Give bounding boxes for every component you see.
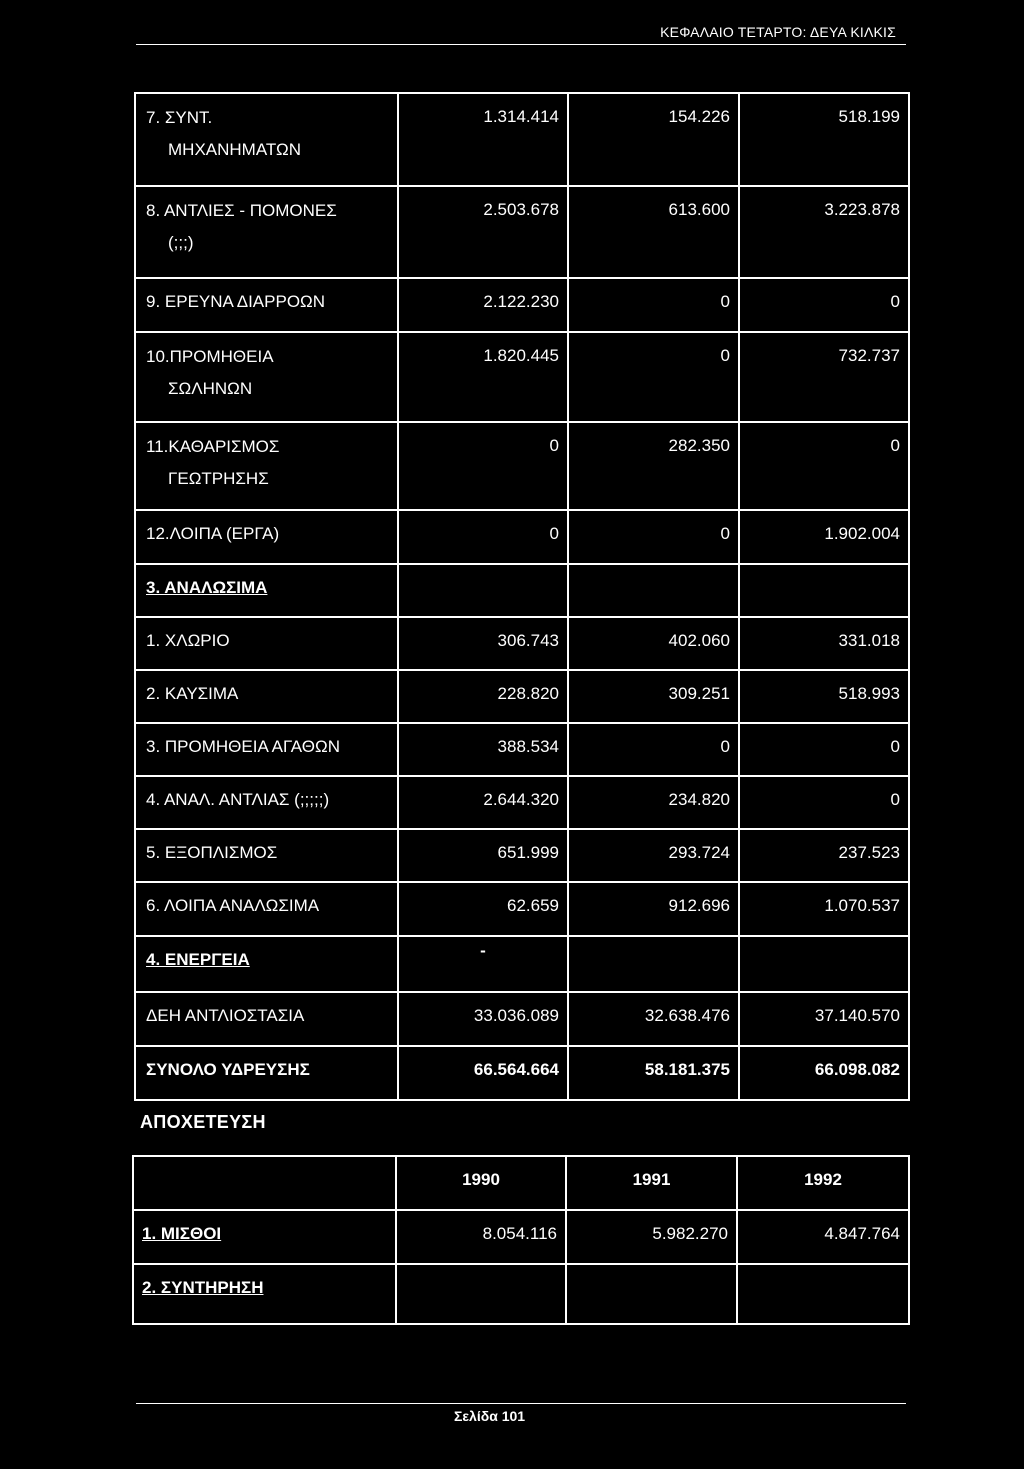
cell-1990 <box>396 1264 566 1324</box>
table-row <box>133 1210 909 1264</box>
section-row <box>135 936 909 992</box>
cell-1991: 402.060 <box>568 617 739 670</box>
cell-1991: 0 <box>568 332 739 422</box>
cell-1991: 5.982.270 <box>566 1210 737 1264</box>
cell-1992: 0 <box>739 723 909 776</box>
cell-1992: 1.902.004 <box>739 510 909 564</box>
row-label: 10.ΠΡΟΜΗΘΕΙΑ ΣΩΛΗΝΩΝ <box>135 332 398 422</box>
cell-1990: 62.659 <box>398 882 568 936</box>
cell-1992: 237.523 <box>739 829 909 882</box>
row-label: 8. ΑΝΤΛΙΕΣ - ΠΟΜΟΝΕΣ (;;;) <box>135 186 398 278</box>
cell-1992: 0 <box>739 278 909 332</box>
table-row <box>133 1264 909 1324</box>
dash-cell: - <box>398 936 568 992</box>
section-row <box>135 564 909 617</box>
row-label: 9. ΕΡΕΥΝΑ ΔΙΑΡΡΟΩΝ <box>135 278 398 332</box>
cell-1990: 651.999 <box>398 829 568 882</box>
year-1991: 1991 <box>566 1156 737 1210</box>
water-supply-cost-table <box>134 92 910 1101</box>
empty-cell <box>739 564 909 617</box>
cell-1992: 331.018 <box>739 617 909 670</box>
cell-1991: 309.251 <box>568 670 739 723</box>
cell-1992: 1.070.537 <box>739 882 909 936</box>
table-row <box>135 278 909 332</box>
cell-1991: 0 <box>568 723 739 776</box>
empty-cell <box>133 1156 396 1210</box>
cell-1992: 732.737 <box>739 332 909 422</box>
empty-cell <box>568 936 739 992</box>
cell-1990: 1.314.414 <box>398 93 568 186</box>
section-consumables-heading: 3. ΑΝΑΛΩΣΙΜΑ <box>135 564 398 617</box>
cell-1990: 2.503.678 <box>398 186 568 278</box>
row-label: 7. ΣΥΝΤ. ΜΗΧΑΝΗΜΑΤΩΝ <box>135 93 398 186</box>
cell-1991: 613.600 <box>568 186 739 278</box>
row-label: 4. ΑΝΑΛ. ΑΝΤΛΙΑΣ (;;;;;) <box>135 776 398 829</box>
table-row <box>135 992 909 1046</box>
table-row <box>135 882 909 936</box>
row-label: 5. ΕΞΟΠΛΙΣΜΟΣ <box>135 829 398 882</box>
cell-1992: 0 <box>739 776 909 829</box>
header-rule <box>136 44 906 45</box>
table-row <box>135 332 909 422</box>
total-row <box>135 1046 909 1100</box>
table-row <box>135 93 909 186</box>
empty-cell <box>398 564 568 617</box>
table-row <box>135 510 909 564</box>
cell-1991: 912.696 <box>568 882 739 936</box>
table-row <box>135 829 909 882</box>
sewage-section-title: ΑΠΟΧΕΤΕΥΣΗ <box>140 1112 266 1132</box>
row-label: 6. ΛΟΙΠΑ ΑΝΑΛΩΣΙΜΑ <box>135 882 398 936</box>
cell-1992: 0 <box>739 422 909 510</box>
cell-1990: 0 <box>398 510 568 564</box>
cell-1991: 32.638.476 <box>568 992 739 1046</box>
row-label: 11.ΚΑΘΑΡΙΣΜΟΣ ΓΕΩΤΡΗΣΗΣ <box>135 422 398 510</box>
page-header: ΚΕΦΑΛΑΙΟ ΤΕΤΑΡΤΟ: ΔΕΥΑ ΚΙΛΚΙΣ <box>660 24 896 40</box>
cell-1992 <box>737 1264 909 1324</box>
cell-1992: 37.140.570 <box>739 992 909 1046</box>
table-row <box>135 670 909 723</box>
table-row <box>135 617 909 670</box>
section-energy-heading: 4. ΕΝΕΡΓΕΙΑ <box>135 936 398 992</box>
cell-1991: 293.724 <box>568 829 739 882</box>
total-1991: 58.181.375 <box>568 1046 739 1100</box>
cell-1992: 518.993 <box>739 670 909 723</box>
table-row <box>135 776 909 829</box>
cell-1992: 3.223.878 <box>739 186 909 278</box>
cell-1990: 388.534 <box>398 723 568 776</box>
row-label: 2. ΚΑΥΣΙΜΑ <box>135 670 398 723</box>
cell-1992: 518.199 <box>739 93 909 186</box>
year-1990: 1990 <box>396 1156 566 1210</box>
row-label: 12.ΛΟΙΠΑ (ΕΡΓΑ) <box>135 510 398 564</box>
year-header-row <box>133 1156 909 1210</box>
row-label: 2. ΣΥΝΤΗΡΗΣΗ <box>133 1264 396 1324</box>
footer-rule <box>136 1403 906 1404</box>
cell-1990: 306.743 <box>398 617 568 670</box>
cell-1991: 0 <box>568 510 739 564</box>
table-row <box>135 723 909 776</box>
cell-1990: 8.054.116 <box>396 1210 566 1264</box>
table-row <box>135 422 909 510</box>
row-label: ΔΕΗ ΑΝΤΛΙΟΣΤΑΣΙΑ <box>135 992 398 1046</box>
total-label: ΣΥΝΟΛΟ ΥΔΡΕΥΣΗΣ <box>135 1046 398 1100</box>
cell-1990: 1.820.445 <box>398 332 568 422</box>
cell-1990: 228.820 <box>398 670 568 723</box>
cell-1991: 0 <box>568 278 739 332</box>
row-label: 1. ΜΙΣΘΟΙ <box>133 1210 396 1264</box>
table-row <box>135 186 909 278</box>
year-1992: 1992 <box>737 1156 909 1210</box>
cell-1990: 0 <box>398 422 568 510</box>
cell-1990: 2.644.320 <box>398 776 568 829</box>
total-1990: 66.564.664 <box>398 1046 568 1100</box>
cell-1991: 154.226 <box>568 93 739 186</box>
cell-1991 <box>566 1264 737 1324</box>
row-label: 1. ΧΛΩΡΙΟ <box>135 617 398 670</box>
empty-cell <box>739 936 909 992</box>
cell-1991: 282.350 <box>568 422 739 510</box>
total-1992: 66.098.082 <box>739 1046 909 1100</box>
empty-cell <box>568 564 739 617</box>
page-number: Σελίδα 101 <box>454 1408 526 1424</box>
cell-1991: 234.820 <box>568 776 739 829</box>
sewage-cost-table <box>132 1155 910 1325</box>
row-label: 3. ΠΡΟΜΗΘΕΙΑ ΑΓΑΘΩΝ <box>135 723 398 776</box>
cell-1992: 4.847.764 <box>737 1210 909 1264</box>
cell-1990: 2.122.230 <box>398 278 568 332</box>
cell-1990: 33.036.089 <box>398 992 568 1046</box>
